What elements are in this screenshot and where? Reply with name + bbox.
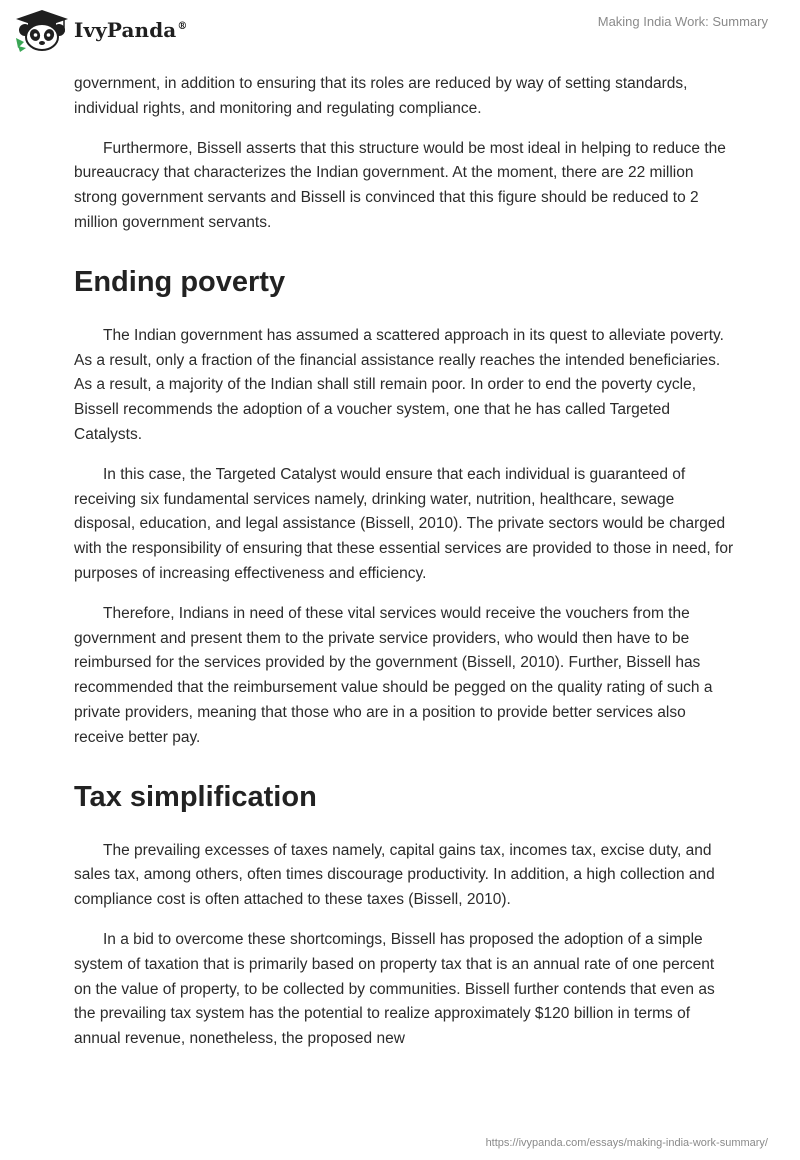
- paragraph: The Indian government has assumed a scattered approach in its quest to alleviate poverty. As a result, only a fraction of the financial assistance really reaches the intended beneficiaries. As a result, a majority of the Indian shall still remain poor. In order to end the poverty cycle, Bissell recommends the adoption of a voucher system, one that he has called Targeted Catalysts.: [74, 326, 724, 443]
- logo[interactable]: [14, 8, 187, 52]
- paragraph: In this case, the Targeted Catalyst would ensure that each individual is guaranteed of receiving six fundamental services namely, drinking water, nutrition, healthcare, sewage disposal, education, and legal assistance (Bissell, 2010). The private sectors would be charged with the responsibility of ensuring that these essential services are provided to those in need, for purposes of increasing effectiveness and efficiency.: [74, 465, 734, 582]
- source-url[interactable]: https://ivypanda.com/essays/making-india-work-summary/: [485, 1137, 768, 1149]
- panda-graduate-icon: [14, 8, 70, 52]
- paragraph: government, in addition to ensuring that its roles are reduced by way of setting standards, individual rights, and monitoring and regulating compliance.: [74, 75, 688, 117]
- essay-content: [74, 72, 734, 1067]
- section-heading-tax-simplification: Tax simplification: [74, 780, 317, 813]
- page-header: [0, 0, 800, 70]
- section-heading-ending-poverty: Ending poverty: [74, 265, 286, 298]
- paragraph: In a bid to overcome these shortcomings, Bissell has proposed the adoption of a simple system of taxation that is primarily based on property tax that is an annual rate of one percent on the value of property, to be collected by communities. Bissell further contends that even as the prevailing tax system has the potential to realize approximately $120 billion in terms of annual revenue, nonetheless, the proposed new: [74, 930, 715, 1048]
- paragraph: Furthermore, Bissell asserts that this structure would be most ideal in helping to reduce the bureaucracy that characterizes the Indian government. At the moment, there are 22 million strong government servants and Bissell is convinced that this figure should be reduced to 2 million government servants.: [74, 139, 726, 231]
- logo-text: IvyPanda®: [74, 18, 188, 42]
- registered-mark: ®: [177, 21, 188, 33]
- paragraph: The prevailing excesses of taxes namely, capital gains tax, incomes tax, excise duty, and sales tax, among others, often times discourage productivity. In addition, a high collection and compliance cost is often attached to these taxes (Bissell, 2010).: [74, 841, 715, 909]
- document-title: Making India Work: Summary: [597, 14, 768, 29]
- paragraph: Therefore, Indians in need of these vital services would receive the vouchers from the government and present them to the private service providers, who would then have to be reimbursed for the services provided by the government (Bissell, 2010). Further, Bissell has recommended that the reimbursement value should be pegged on the quality rating of such a private providers, meaning that those who are in a position to provide better services also receive better pay.: [74, 604, 713, 746]
